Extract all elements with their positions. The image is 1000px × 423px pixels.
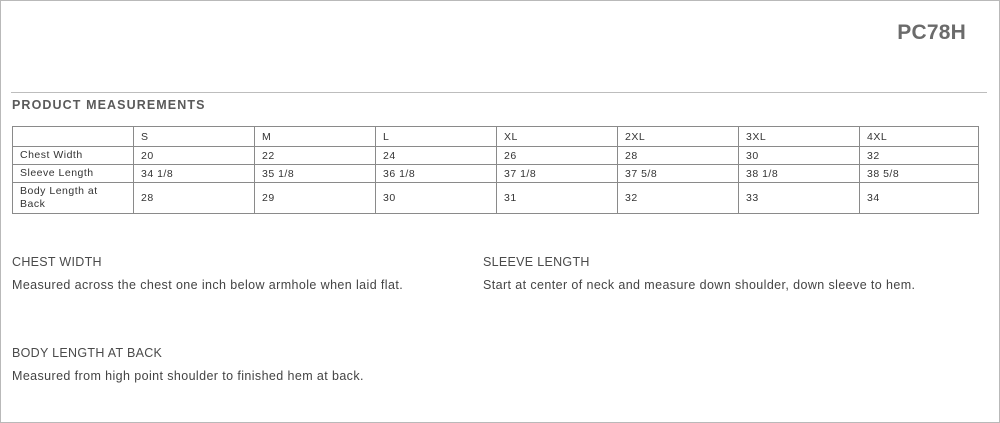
table-cell: 36 1/8 (376, 165, 497, 183)
table-corner-cell (13, 127, 134, 147)
definition-description: Measured across the chest one inch below armhole when laid flat. (12, 278, 404, 292)
table-cell: 34 1/8 (134, 165, 255, 183)
table-row-chest-width (13, 147, 979, 165)
table-row-sleeve-length (13, 165, 979, 183)
table-cell: 30 (739, 147, 860, 165)
table-cell: 35 1/8 (255, 165, 376, 183)
table-cell: 32 (860, 147, 979, 165)
definition-term: CHEST WIDTH (12, 255, 102, 269)
table-cell: 24 (376, 147, 497, 165)
table-cell: 38 1/8 (739, 165, 860, 183)
table-cell: 30 (376, 183, 497, 214)
chest-width-definition (12, 255, 452, 296)
table-cell: 22 (255, 147, 376, 165)
definition-description: Start at center of neck and measure down shoulder, down sleeve to hem. (483, 278, 916, 292)
table-cell: 26 (497, 147, 618, 165)
size-header: 3XL (739, 127, 860, 147)
table-cell: 37 1/8 (497, 165, 618, 183)
table-row-body-length (13, 183, 979, 214)
size-header: XL (497, 127, 618, 147)
size-header: 2XL (618, 127, 739, 147)
sleeve-length-definition (483, 255, 923, 296)
definition-term: SLEEVE LENGTH (483, 255, 590, 269)
divider (11, 92, 987, 93)
table-cell: 32 (618, 183, 739, 214)
table-header-row (13, 127, 979, 147)
row-label: Sleeve Length (13, 165, 134, 183)
size-header: M (255, 127, 376, 147)
definition-term: BODY LENGTH AT BACK (12, 346, 163, 360)
body-length-definition (12, 346, 452, 387)
table-cell: 29 (255, 183, 376, 214)
style-code: PC78H (897, 21, 966, 44)
size-header: L (376, 127, 497, 147)
table-cell: 37 5/8 (618, 165, 739, 183)
table-cell: 20 (134, 147, 255, 165)
row-label: Body Length at Back (13, 183, 134, 214)
table-cell: 38 5/8 (860, 165, 979, 183)
table-cell: 31 (497, 183, 618, 214)
size-header: 4XL (860, 127, 979, 147)
section-title: PRODUCT MEASUREMENTS (12, 98, 206, 112)
table-cell: 33 (739, 183, 860, 214)
definition-description: Measured from high point shoulder to finished hem at back. (12, 369, 364, 383)
table-cell: 34 (860, 183, 979, 214)
table-cell: 28 (618, 147, 739, 165)
row-label: Chest Width (13, 147, 134, 165)
measurements-table (12, 126, 979, 214)
table-cell: 28 (134, 183, 255, 214)
size-header: S (134, 127, 255, 147)
